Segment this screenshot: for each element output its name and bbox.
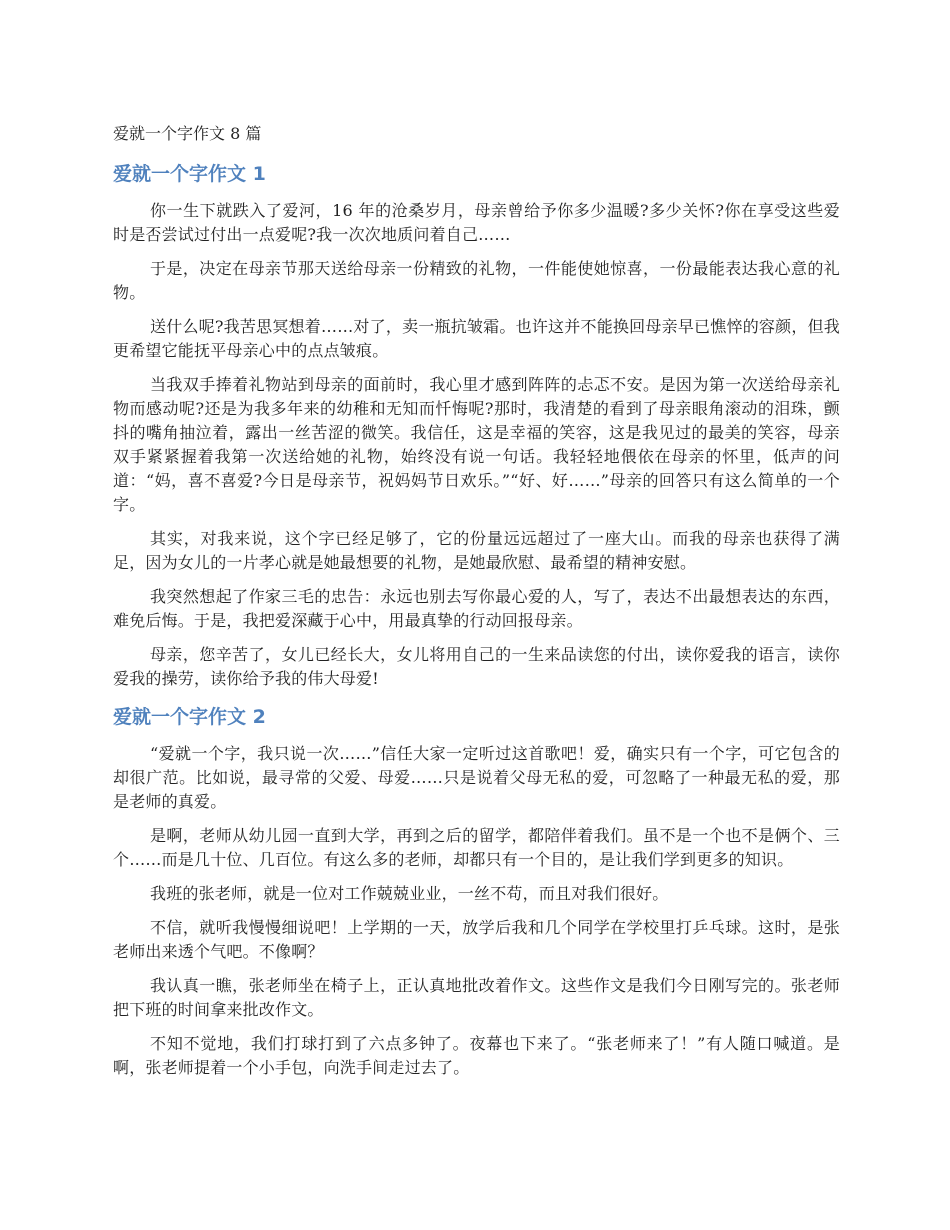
essay-section-2 [113,703,840,1080]
paragraph: 我认真一瞧，张老师坐在椅子上，正认真地批改着作文。这些作文是我们今日刚写完的。张老师把下班的时间拿来批改作文。 [113,976,840,1019]
section-heading: 爱就一个字作文 1 [113,163,266,185]
paragraph: “爱就一个字，我只说一次……”信任大家一定听过这首歌吧！爱，确实只有一个字，可它包含的却很广范。比如说，最寻常的父爱、母爱……只是说着父母无私的爱，可忽略了一种最无私的爱，那是老师的真爱。 [113,744,840,811]
paragraph: 不信，就听我慢慢细说吧！上学期的一天，放学后我和几个同学在学校里打乒乓球。这时，是张老师出来透个气吧。不像啊？ [113,918,840,961]
paragraph: 我班的张老师，就是一位对工作兢兢业业，一丝不苟，而且对我们很好。 [150,884,669,903]
paragraph: 不知不觉地，我们打球打到了六点多钟了。夜幕也下来了。“张老师来了！”有人随口喊道。是啊，张老师提着一个小手包，向洗手间走过去了。 [113,1034,840,1077]
section-heading: 爱就一个字作文 2 [113,706,266,728]
paragraph: 你一生下就跌入了爱河，16 年的沧桑岁月，母亲曾给予你多少温暖?多少关怀?你在享受这些爱时是否尝试过付出一点爱呢?我一次次地质问着自己…… [113,201,840,244]
paragraph: 当我双手捧着礼物站到母亲的面前时，我心里才感到阵阵的忐忑不安。是因为第一次送给母亲礼物而感动呢?还是为我多年来的幼稚和无知而忏悔呢?那时，我清楚的看到了母亲眼角滚动的泪珠，颤抖的嘴角抽泣着，露出一丝苦涩的微笑。我信任，这是幸福的笑容，这是我见过的最美的笑容，母亲双手紧紧握着我第一次送给她的礼物，始终没有说一句话。我轻轻地偎依在母亲的怀里，低声的问道：“妈，喜不喜爱?今日是母亲节，祝妈妈节日欢乐。”“好、好……”母亲的回答只有这么简单的一个字。 [113,375,840,514]
paragraph: 其实，对我来说，这个字已经足够了，它的份量远远超过了一座大山。而我的母亲也获得了满足，因为女儿的一片孝心就是她最想要的礼物，是她最欣慰、最希望的精神安慰。 [113,529,840,572]
paragraph: 是啊，老师从幼儿园一直到大学，再到之后的留学，都陪伴着我们。虽不是一个也不是俩个、三个……而是几十位、几百位。有这么多的老师，却都只有一个目的，是让我们学到更多的知识。 [113,826,840,869]
paragraph: 我突然想起了作家三毛的忠告：永远也别去写你最心爱的人，写了，表达不出最想表达的东西，难免后悔。于是，我把爱深藏于心中，用最真挚的行动回报母亲。 [113,587,840,630]
document-title: 爱就一个字作文 8 篇 [113,124,262,143]
paragraph: 于是，决定在母亲节那天送给母亲一份精致的礼物，一件能使她惊喜，一份最能表达我心意的礼物。 [113,259,840,302]
document-page [113,122,840,1092]
paragraph: 送什么呢?我苦思冥想着……对了，卖一瓶抗皱霜。也许这并不能换回母亲早已憔悴的容颜，但我更希望它能抚平母亲心中的点点皱痕。 [113,317,840,360]
essay-section-1 [113,160,840,691]
paragraph: 母亲，您辛苦了，女儿已经长大，女儿将用自己的一生来品读您的付出，读你爱我的语言，读你爱我的操劳，读你给予我的伟大母爱! [113,645,840,688]
